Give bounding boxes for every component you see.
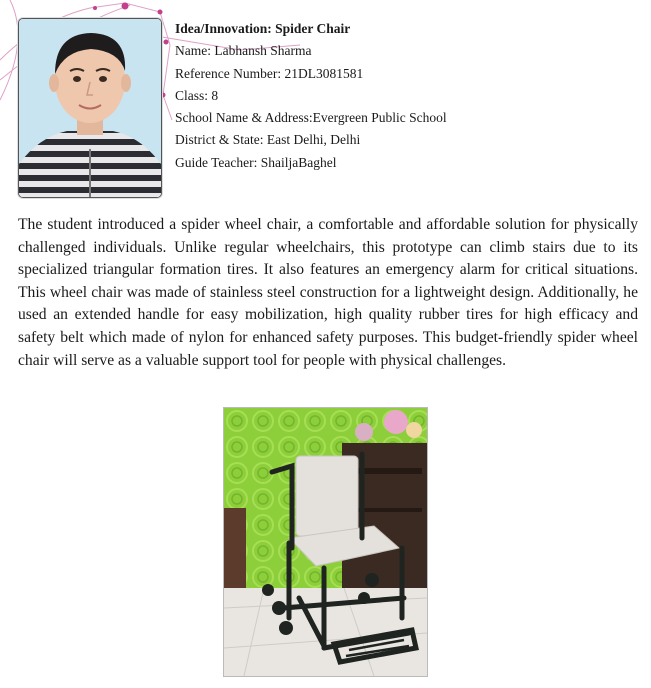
class: Class: 8 [175, 87, 219, 103]
school-name: School Name & Address:Evergreen Public School [175, 110, 447, 126]
student-name: Name: Labhansh Sharma [175, 43, 312, 59]
district-state: District & State: East Delhi, Delhi [175, 132, 361, 148]
spider-chair-photo [223, 407, 428, 677]
project-description: The student introduced a spider wheel chair, a comfortable and affordable solution for physically challenged individuals. Unlike regular wheelchairs, this prototype can climb stairs due to its specialized triangular formation tires. It also features an emergency alarm for critical situations. This wheel chair was made of stainless steel construction for a lightweight design. Additionally, he used an extended handle for easy mobilization, high quality rubber tires for high efficacy and safety belt which made of nylon for enhanced safety purposes. This budget-friendly spider wheel chair will serve as a valuable support tool for people with physical challenges. [18, 216, 638, 369]
innovation-title: Idea/Innovation: Spider Chair [175, 21, 351, 36]
reference-number: Reference Number: 21DL3081581 [175, 65, 364, 81]
guide-teacher: Guide Teacher: ShailjaBaghel [175, 154, 337, 170]
student-photo [18, 18, 162, 198]
student-info [175, 18, 635, 174]
